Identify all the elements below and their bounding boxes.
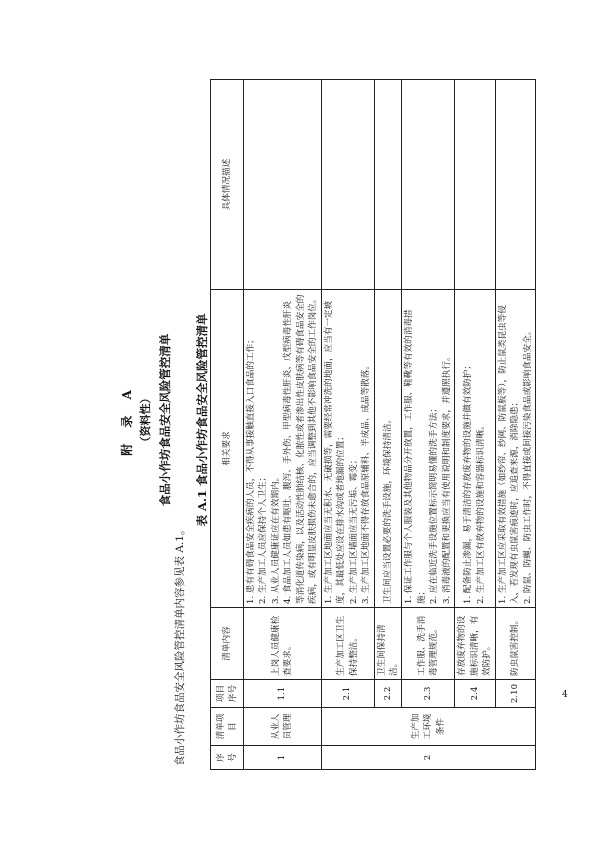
requirement-line: 2. 应在临近洗手设施位置标示简明易懂的洗手方法； — [429, 404, 440, 604]
header-content: 清单内容 — [211, 608, 244, 680]
table-body — [244, 80, 536, 770]
cell-item-no: 2.1 — [321, 680, 374, 708]
header-category: 清单项目 — [211, 708, 244, 746]
header-item-no: 项目序号 — [211, 680, 244, 708]
landscape-content — [0, 60, 600, 780]
table-row — [374, 80, 402, 770]
cell-content: 卫生间保持清洁。 — [374, 608, 402, 680]
cell-requirements — [374, 290, 402, 608]
table-row — [402, 80, 455, 770]
requirement-line: 2. 生产加工区墙面应当无污垢、霉变； — [348, 455, 359, 604]
appendix-subtitle: 食品小作坊食品安全风险管控清单 — [158, 333, 172, 507]
table-row — [244, 80, 322, 770]
requirement-line: 3. 从业人员健康证应在有效期内。 — [270, 472, 281, 604]
intro-text: 食品小作坊食品安全风险管控清单内容参见表 A.1。 — [174, 524, 186, 766]
requirement-line: 1. 保证工作服与个人服装及其他物品分开放置，工作服、鞋靴等有效的消毒措施； — [404, 309, 427, 604]
requirement-line: 4. 食品加工人员如患有呕吐、腹泻、手外伤、甲型病毒性肝炎、戊型病毒性肝炎等消化道传染病，以及活动性肺结核、化脓性或者渗出性皮肤病等有碍食品安全的疾病，或有明显皮肤损伤未愈合的，应当调整到其他不影响食品安全的工作岗位。 — [283, 294, 319, 604]
cell-item-no: 1.1 — [244, 680, 322, 708]
cell-situation[interactable] — [402, 80, 455, 290]
header-seq: 序号 — [211, 746, 244, 770]
header-requirements: 相关要求 — [211, 290, 244, 608]
cell-requirements — [321, 290, 374, 608]
cell-situation[interactable] — [244, 80, 322, 290]
table-row — [321, 80, 374, 770]
cell-situation[interactable] — [455, 80, 495, 290]
appendix-note: （资料性） — [139, 392, 152, 448]
page-number: 4 — [562, 690, 568, 700]
requirement-line: 2. 生产加工人员应保持个人卫生； — [258, 472, 269, 604]
requirement-line: 卫生间应当设置必要的洗手设施，环境保持清洁。 — [382, 414, 393, 604]
cell-item-no: 2.2 — [374, 680, 402, 708]
cell-requirements — [402, 290, 455, 608]
cell-requirements — [495, 290, 535, 608]
cell-item-no: 2.10 — [495, 680, 535, 708]
requirement-line: 3. 消毒液的配置和更换应当有使用说明和制度要求，并遵照执行。 — [441, 352, 452, 604]
cell-content: 防虫鼠害控制。 — [495, 608, 535, 680]
cell-content: 存放废弃物的设施标识清晰，有效防护。 — [455, 608, 495, 680]
requirement-line: 2. 生产加工区有放弃物的设施和容器标识清晰。 — [475, 421, 486, 604]
cell-content: 生产加工区卫生保持整洁。 — [321, 608, 374, 680]
requirement-line: 2. 防鼠、防蝇、防虫工作时，不得直接或间接污染食品或影响食品安全。 — [522, 326, 533, 604]
cell-item-no: 2.3 — [402, 680, 455, 708]
cell-requirements — [455, 290, 495, 608]
requirement-line: 1. 患有有碍食品安全疾病的人员，不得从事接触直接入口食品的工作； — [246, 335, 256, 604]
table-row — [455, 80, 495, 770]
cell-situation[interactable] — [374, 80, 402, 290]
cell-requirements — [244, 290, 322, 608]
requirement-line: 3. 生产加工区地面不得存放食品原辅料、半成品、成品等散落。 — [361, 361, 372, 604]
cell-content: 上岗人员健康检查要求。 — [244, 608, 322, 680]
cell-seq: 2 — [321, 746, 535, 770]
header-situation: 具体情况描述 — [211, 80, 244, 290]
cell-category: 生产加工环境条件 — [321, 708, 535, 746]
cell-item-no: 2.4 — [455, 680, 495, 708]
requirement-line: 1. 生产加工区地面应当无积水、无破损等，需要经常冲洗的地面，应当有一定坡度，其最低处应设在排水沟或者地漏的位置； — [323, 300, 347, 604]
cell-situation[interactable] — [321, 80, 374, 290]
cell-seq: 1 — [244, 746, 322, 770]
cell-content: 工作服、洗手消毒管理规范。 — [402, 608, 455, 680]
cell-category: 从业人员管理 — [244, 708, 322, 746]
table-header-row — [211, 80, 244, 770]
requirement-line: 1. 生产加工区应采取有效措施（如纱帘、纱网、防鼠板等），防止鼠类昆虫等侵入，若发现有虫鼠害痕迹时，应追查来源，消除隐患； — [497, 305, 521, 604]
table-row — [495, 80, 535, 770]
risk-control-table — [210, 79, 536, 770]
appendix-title: 附 录 A — [120, 384, 134, 456]
cell-situation[interactable] — [495, 80, 535, 290]
table-caption: 表 A.1 食品小作坊食品安全风险管控清单 — [195, 313, 209, 527]
requirement-line: 1. 配备防止渗漏，易于清洁的存放废弃物的设施并做有效防护； — [463, 361, 474, 604]
